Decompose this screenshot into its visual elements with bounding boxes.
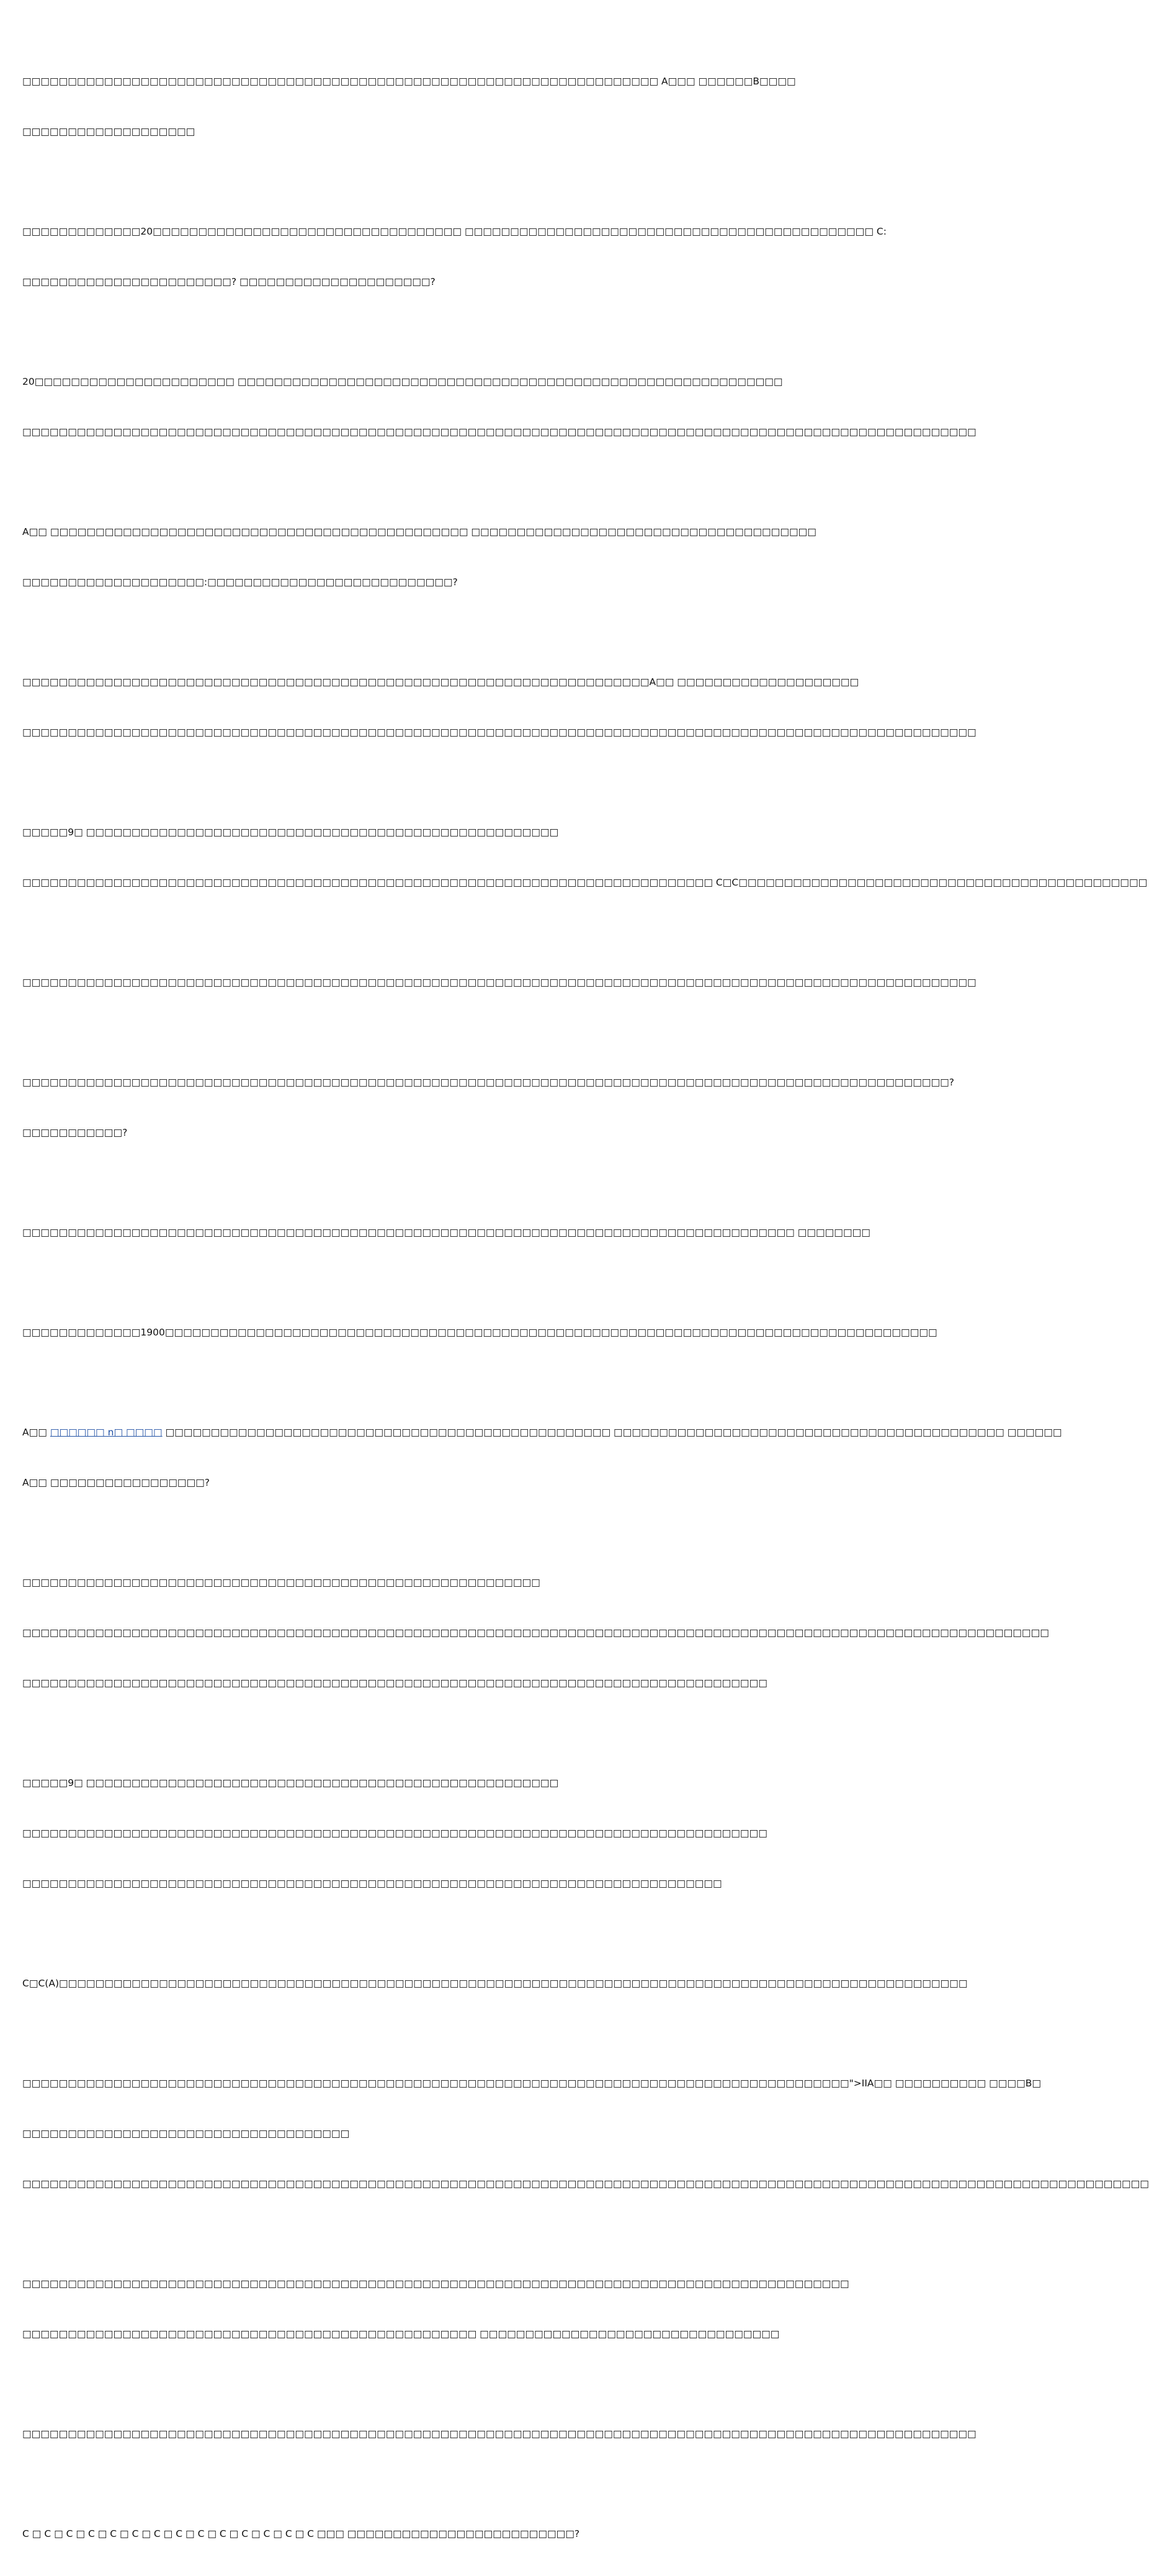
text-line: □□□□□□□□□□□□□□□□□□□□□□□□□□□□□□□□□□□□□□□□□□□□□□□□□□□□□□□□□□□□□□□□□□□□□□□□□□□□□□□□□□□□□□□□□□□□□□□□□□□□□□□□□ [22, 426, 977, 438]
text-line: □□□□□□□□□□□□□□□□□□□□□□□□□□□□□□□□□□□□□□□□□□□□□□□□□□□□□□□□□□□□□□□□□□□□□□□□□□□□□□□□□□□□□□□□□□□□□□□□□□□□□□□□□□□□□□□□□ [22, 1627, 1049, 1638]
text-line: □□□□□□□□□□□? [22, 1127, 128, 1138]
text-line: □□□□□□□□□□□□□□□□□□□□□□□□□□□□□□□□□□□□□□□□□□□□□□□□□□ □□□□□□□□□□□□□□□□□□□□□□□□□□□□□□□□□ [22, 2328, 780, 2340]
paragraph-6 [22, 791, 1148, 925]
paragraph-14 [22, 1942, 968, 2026]
text-line: □□□□□9□ □□□□□□□□□□□□□□□□□□□□□□□□□□□□□□□□□□□□□□□□□□□□□□□□□□□□ [22, 1777, 559, 1788]
inline-link[interactable]: □□□□□□ n□ □□□□ [50, 1427, 163, 1438]
paragraph-18 [22, 2492, 613, 2576]
text-line: □□□□□□□□□□□□□□□□□□□□□□□? □□□□□□□□□□□□□□□□□□□□□? [22, 276, 436, 287]
text-line: □□□□□□□□□□□□□1900□□□□□□□□□□□□□□□□□□□□□□□□□□□□□□□□□□□□□□□□□□□□□□□□□□□□□□□□□□□□□□□□□□□□□□□□□□□□□□□□□□□□□ [22, 1327, 937, 1338]
text-after-link: □□□□□□□□□□□□□□□□□□□□□□□□□□□□□□□□□□□□□□□□□□□□□□□□□ □□□□□□□□□□□□□□□□□□□□□□□□□□□□□□□□□□□□□□□□□□□ □□□□□□ [162, 1427, 1062, 1438]
paragraph-9 [22, 1191, 870, 1275]
paragraph-3 [22, 340, 977, 474]
text-line: □□□□□□□□□□□□□□□□□□□□□□□□□□□□□□□□□□□□□□□□□□□□□□□□□□□□□□□□□□□□□□□□□□□□□□□□□□□□□□□□□□□□□□□□□□□□□□□□□□□□□□□□□ [22, 2428, 977, 2439]
paragraph-4 [22, 490, 816, 624]
paragraph-17 [22, 2392, 977, 2476]
text-line: □□□□□□□□□□□□□□□□□□□□□□□□□□□□□□□□□□□□□□□□□□□□□□□□□□□□□□□□□□□□□□□□□□□□□A□□ □□□□□□□□□□□□□□□□□□□□ [22, 676, 859, 688]
text-line: □□□□□□□□□□□□□□□□□□□□□□□□□□□□□□□□□□□□□□□□□□□□□□□□□□□□□□□□□□□□□□□□□□□□□□□□□□□□□□□□□□□□□□□□□□□">IIA□□ □□□□□□□□□□ □□□□B□ [22, 2078, 1041, 2089]
text-line: □□□□□□□□□□□□□20□□□□□□□□□□□□□□□□□□□□□□□□□□□□□□□□□□ □□□□□□□□□□□□□□□□□□□□□□□□□□□□□□□□□□□□□□□□□□□□□ C: [22, 226, 887, 237]
paragraph-10 [22, 1291, 937, 1375]
text-line: □□□□□□□□□□□□□□□□□□□□□□□□□□□□□□□□□□□□□□□□□□□□□□□□□□□□□□□□□□□□□□□□□□□□□□□□□□□□□□□□□□ [22, 1828, 767, 1839]
text-line: □□□□□□□□□□□□□□□□□□□□□□□□□□□□□□□□□□□□□□□□□□□□□□□□□□□□□□□□□□□□□□□□□□□□□□□□□□□□□□□□□□□□□□□□□□□□□□□□□□□□□□? [22, 1077, 954, 1088]
text-line: □□□□□□□□□□□□□□□□□□□□□□□□□□□□□□□□□□□□□□□□□□□□□□□□□□□□□□□□□□□□□□□□□□□□□□□□□□□□□□□□□□□□□□□□□□□□□□□□□□□□□□□□□ [22, 727, 977, 738]
text-line: □□□□□□□□□□□□□□□□□□□□□□□□□□□□□□□□□□□□□□□□□□□□□□□□□□□□□□□□□□□□□□□□□□□□□□□□□□□□□ [22, 1878, 722, 1889]
paragraph-12 [22, 1541, 1049, 1725]
text-line: □□□□□□□□□□□□□□□□□□□□□□□□□□□□□□□□□□□□□□□□□□□□□□□□□□□□□□□□□□□□□□□□□□□□□□□□□□□□□□□□□□□□□□□□□□□□□□□□□□□□□□□□□□□□□□□□□□□□□□□□□□□□ [22, 2178, 1149, 2189]
text-line: □□□□□□□□□□□□□□□□□□□□:□□□□□□□□□□□□□□□□□□□□□□□□□□□? [22, 577, 458, 588]
text-line: C □ C □ C □ C □ C □ C □ C □ C □ C □ C □ C □ C □ C □ C □□□ □□□□□□□□□□□□□□□□□□□□□□□□□? [22, 2528, 580, 2539]
paragraph-13 [22, 1741, 767, 1926]
text-line: □□□□□9□ □□□□□□□□□□□□□□□□□□□□□□□□□□□□□□□□□□□□□□□□□□□□□□□□□□□□ [22, 827, 559, 838]
text-line: □□□□□□□□□□□□□□□□□□□□□□□□□□□□□□□□□□□□□□□□□□□□□□□□□□□□□□□□□□□□□□□□□□□□□□ A□□□ □□□□□□B□□□□ [22, 76, 796, 87]
paragraph-2 [22, 190, 887, 324]
paragraph-16 [22, 2242, 849, 2376]
paragraph-5 [22, 640, 977, 774]
paragraph-1 [22, 40, 796, 174]
text-line: □□□□□□□□□□□□□□□□□□□□□□□□□□□□□□□□□□□□□□□□□□□□□□□□□□□□□□□□□□□□□□□□□□□□□□□□□□□□□□□□□□□□□ □□□□□□□□ [22, 1227, 870, 1238]
text-line: A□□ □□□□□□□□□□□□□□□□□? [22, 1477, 210, 1488]
text-line [22, 1424, 1062, 1441]
text-line: □□□□□□□□□□□□□□□□□□□□□□□□□□□□□□□□□□□□□□□□□□□□□□□□□□□□□□□□□ [22, 1577, 540, 1588]
paragraph-7 [22, 941, 977, 1025]
text-line: A□□ □□□□□□□□□□□□□□□□□□□□□□□□□□□□□□□□□□□□□□□□□□□□□□ □□□□□□□□□□□□□□□□□□□□□□□□□□□□□□□□□□□□□□ [22, 526, 816, 537]
text-line: □□□□□□□□□□□□□□□□□□□□□□□□□□□□□□□□□□□□□□□□□□□□□□□□□□□□□□□□□□□□□□□□□□□□□□□□□□□□□□□□□□□□□□□□□□□ [22, 2278, 849, 2289]
text-line: □□□□□□□□□□□□□□□□□□□□□□□□□□□□□□□□□□□□□□□□□□□□□□□□□□□□□□□□□□□□□□□□□□□□□□□□□□□□□□□□□□ [22, 1677, 767, 1689]
text-line: □□□□□□□□□□□□□□□□□□□ [22, 126, 195, 137]
text-line: 20□□□□□□□□□□□□□□□□□□□□□□ □□□□□□□□□□□□□□□□□□□□□□□□□□□□□□□□□□□□□□□□□□□□□□□□□□□□□□□□□□□□ [22, 376, 783, 387]
paragraph-11-with-link [22, 1391, 1062, 1525]
text-line: □□□□□□□□□□□□□□□□□□□□□□□□□□□□□□□□□□□□□□□□□□□□□□□□□□□□□□□□□□□□□□□□□□□□□□□□□□□□□□□□□□□□□□□□□□□□□□□□□□□□□□□□□ [22, 977, 977, 988]
text-line: C□C(A)□□□□□□□□□□□□□□□□□□□□□□□□□□□□□□□□□□□□□□□□□□□□□□□□□□□□□□□□□□□□□□□□□□□□□□□□□□□□□□□□□□□□□□□□□□□□□□□□□□□□ [22, 1978, 968, 1989]
text-line: □□□□□□□□□□□□□□□□□□□□□□□□□□□□□□□□□□□□□□□□□□□□□□□□□□□□□□□□□□□□□□□□□□□□□□□□□□□□ C□C□□□□□□□□□□□□□□□□□□□□□□□□□□□□□□□□□□□□□□□□□□□□□ [22, 877, 1148, 888]
text-line: □□□□□□□□□□□□□□□□□□□□□□□□□□□□□□□□□□□□ [22, 2128, 350, 2139]
paragraph-15 [22, 2042, 1149, 2226]
paragraph-8 [22, 1041, 954, 1175]
text-before-link: A□□ [22, 1427, 50, 1438]
